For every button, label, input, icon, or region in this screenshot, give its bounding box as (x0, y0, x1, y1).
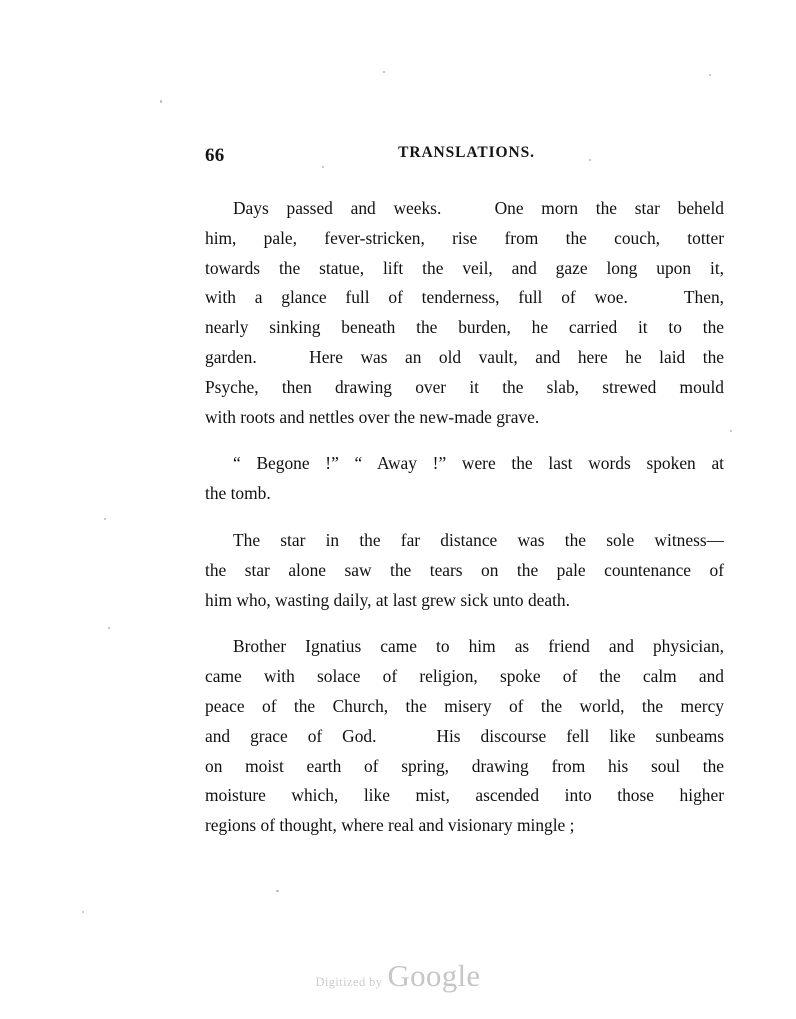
scan-speck (160, 100, 162, 103)
page-number: 66 (205, 145, 225, 166)
scan-speck (322, 166, 324, 168)
text-line: Days passed and weeks. One morn the star beheld (233, 198, 724, 218)
paragraph (205, 526, 724, 615)
text-line: peace of the Church, the misery of the world, the mercy (205, 695, 724, 716)
scan-speck (709, 74, 711, 76)
text-line: regions of thought, where real and visionary mingle ; (205, 815, 575, 836)
text-line: the star alone saw the tears on the pale countenance of (205, 559, 724, 580)
paragraph (205, 194, 724, 432)
body-text-block (205, 194, 724, 841)
scan-speck (383, 71, 385, 73)
text-line: with a glance full of tenderness, full of woe. Then, (205, 287, 724, 308)
text-line: him, pale, fever-stricken, rise from the couch, totter (205, 227, 724, 248)
watermark-prefix: Digitized by (315, 975, 383, 989)
text-line: Psyche, then drawing over it the slab, strewed mould (205, 376, 724, 397)
text-line: moisture which, like mist, ascended into those higher (205, 785, 724, 806)
text-line: with roots and nettles over the new-made grave. (205, 406, 540, 427)
text-line: The star in the far distance was the sole witness— (233, 529, 724, 550)
text-line: nearly sinking beneath the burden, he carried it to the (205, 317, 724, 338)
text-line: Brother Ignatius came to him as friend and physician, (233, 636, 724, 657)
scan-speck (108, 627, 110, 629)
watermark-brand: Google (387, 958, 481, 993)
paragraph (205, 632, 724, 841)
scan-speck (730, 430, 732, 432)
running-head (205, 144, 722, 168)
running-head-title: TRANSLATIONS. (398, 144, 535, 161)
scan-speck (276, 890, 279, 892)
text-line: on moist earth of spring, drawing from his soul the (205, 755, 724, 776)
text-line: garden. Here was an old vault, and here he laid the (205, 346, 724, 367)
scan-speck (104, 518, 106, 520)
paragraph (205, 449, 724, 509)
scan-speck (589, 159, 591, 161)
text-line: the tomb. (205, 483, 271, 504)
scan-speck (82, 911, 84, 913)
text-line: “ Begone !” “ Away !” were the last words spoken at (233, 453, 724, 474)
digitization-watermark (0, 958, 796, 994)
text-line: him who, wasting daily, at last grew sick unto death. (205, 589, 570, 610)
text-line: came with solace of religion, spoke of the calm and (205, 666, 724, 687)
text-line: and grace of God. His discourse fell like sunbeams (205, 725, 724, 746)
text-line: towards the statue, lift the veil, and gaze long upon it, (205, 257, 724, 278)
